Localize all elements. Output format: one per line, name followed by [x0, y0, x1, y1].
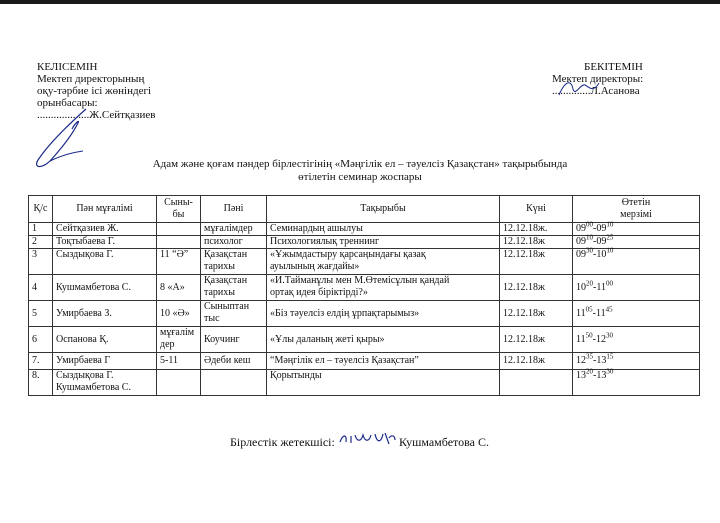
header-cell: Өтетін мерзімі — [573, 196, 700, 223]
approval-signer: ..............Л.Асанова — [552, 85, 640, 97]
approval-line: Мектеп директорының — [37, 73, 145, 85]
cell-topic: Қорытынды — [267, 370, 500, 396]
table-row — [29, 370, 700, 396]
cell-date: 12.12.18ж — [500, 353, 573, 370]
header-cell: Сыны- бы — [157, 196, 201, 223]
cell-number: 2 — [29, 236, 53, 249]
cell-class: 10 «Ә» — [157, 301, 201, 327]
approval-signer: ...................Ж.Сейтқазиев — [37, 109, 156, 121]
cell-time: $10^{20}-11^{00}$ — [573, 275, 700, 301]
cell-teacher: Тоқтыбаева Г. — [53, 236, 157, 249]
cell-teacher: Умирбаева З. — [53, 301, 157, 327]
top-edge-bar — [0, 0, 720, 4]
cell-date: 12.12.18ж. — [500, 223, 573, 236]
cell-topic: Семинардың ашылуы — [267, 223, 500, 236]
approval-line: оқу-тәрбие ісі жөніндегі — [37, 85, 152, 97]
cell-class: 5-11 — [157, 353, 201, 370]
header-cell: Пәні — [201, 196, 267, 223]
cell-number: 5 — [29, 301, 53, 327]
approval-line: Мектеп директоры: — [552, 73, 644, 85]
cell-number: 6 — [29, 327, 53, 353]
table-row — [29, 223, 700, 236]
cell-date: 12.12.18ж — [500, 301, 573, 327]
approval-line: орынбасары: — [37, 97, 98, 109]
cell-subject: Әдеби кеш — [201, 353, 267, 370]
cell-subject: Сыныптан тыс — [201, 301, 267, 327]
cell-topic: Психологиялық треннинг — [267, 236, 500, 249]
cell-teacher: Сыздықова Г. Кушмамбетова С. — [53, 370, 157, 396]
table-row — [29, 327, 700, 353]
cell-class: 8 «А» — [157, 275, 201, 301]
cell-class: мұғалім дер — [157, 327, 201, 353]
cell-date — [500, 370, 573, 396]
cell-class — [157, 223, 201, 236]
cell-topic: «Ұлы даланың жеті қыры» — [267, 327, 500, 353]
cell-date: 12.12.18ж — [500, 275, 573, 301]
seminar-schedule-table — [28, 195, 700, 396]
cell-subject: Қазақстан тарихы — [201, 249, 267, 275]
cell-topic: «Ұжымдастыру қарсаңындағы қазақ ауылының жағдайы» — [267, 249, 500, 275]
cell-subject: мұғалімдер — [201, 223, 267, 236]
cell-time: $12^{35}-13^{15}$ — [573, 353, 700, 370]
table-row — [29, 275, 700, 301]
cell-subject: психолог — [201, 236, 267, 249]
cell-number: 1 — [29, 223, 53, 236]
header-cell: Тақырыбы — [267, 196, 500, 223]
table-header-row — [29, 196, 700, 223]
cell-time: $09^{00}-09^{10}$ — [573, 223, 700, 236]
table-row — [29, 236, 700, 249]
header-cell: Қ/с — [29, 196, 53, 223]
cell-time: $13^{20}-13^{30}$ — [573, 370, 700, 396]
cell-subject — [201, 370, 267, 396]
cell-subject: Коучинг — [201, 327, 267, 353]
cell-topic: «И.Тайманұлы мен М.Өтемісұлын қандай ортақ идея біріктірді?» — [267, 275, 500, 301]
document-subtitle: өтілетін семинар жоспары — [298, 171, 422, 183]
table-row — [29, 353, 700, 370]
signature-right — [555, 75, 605, 105]
approval-heading: БЕКІТЕМІН — [584, 61, 643, 73]
footer-leader-name: Кушмамбетова С. — [399, 435, 489, 449]
footer-label: Бірлестік жетекшісі: — [230, 435, 335, 449]
header-cell: Пән мұғалімі — [53, 196, 157, 223]
cell-teacher: Оспанова Қ. — [53, 327, 157, 353]
cell-time: $09^{30}-10^{10}$ — [573, 249, 700, 275]
cell-date: 12.12.18ж — [500, 249, 573, 275]
approval-heading: КЕЛІСЕМІН — [37, 61, 98, 73]
cell-date: 12.12.18ж — [500, 327, 573, 353]
cell-topic: “Мәңгілік ел – тәуелсіз Қазақстан” — [267, 353, 500, 370]
cell-number: 7. — [29, 353, 53, 370]
cell-teacher: Кушмамбетова С. — [53, 275, 157, 301]
cell-teacher: Сыздықова Г. — [53, 249, 157, 275]
cell-time: $11^{05}-11^{45}$ — [573, 301, 700, 327]
cell-number: 4 — [29, 275, 53, 301]
table-row — [29, 249, 700, 275]
signature-footer — [337, 430, 399, 448]
cell-time: $11^{50}-12^{30}$ — [573, 327, 700, 353]
cell-class — [157, 370, 201, 396]
cell-teacher: Сейтқазиев Ж. — [53, 223, 157, 236]
table-row — [29, 301, 700, 327]
document-title: Адам және қоғам пәндер бірлестігінің «Мәңгілік ел – тәуелсіз Қазақстан» тақырыбында — [152, 158, 568, 170]
cell-class: 11 “Ә” — [157, 249, 201, 275]
cell-number: 3 — [29, 249, 53, 275]
cell-teacher: Умирбаева Г — [53, 353, 157, 370]
cell-date: 12.12.18ж — [500, 236, 573, 249]
cell-time: $09^{10}-09^{25}$ — [573, 236, 700, 249]
cell-class — [157, 236, 201, 249]
header-cell: Күні — [500, 196, 573, 223]
cell-subject: Қазақстан тарихы — [201, 275, 267, 301]
cell-number: 8. — [29, 370, 53, 396]
cell-topic: «Біз тәуелсіз елдің ұрпақтарымыз» — [267, 301, 500, 327]
